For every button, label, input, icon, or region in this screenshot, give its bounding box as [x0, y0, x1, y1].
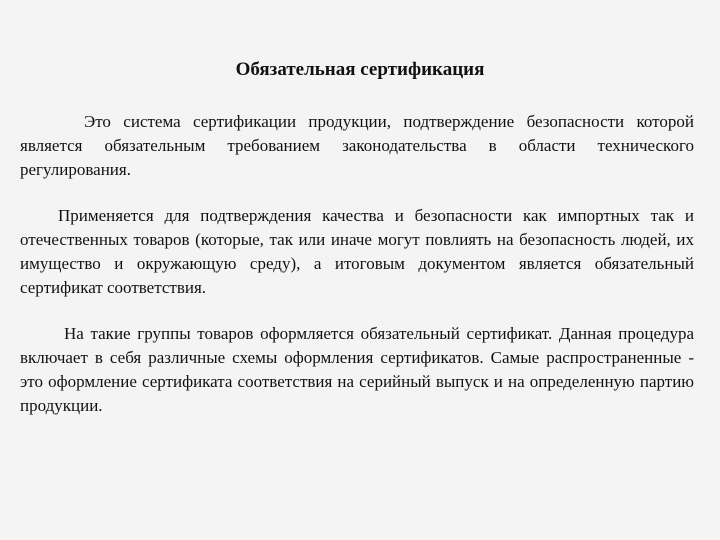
- paragraph-application: Применяется для подтверждения качества и безопасности как импортных так и отечественных товаров (которые, так или иначе могут повлиять на безопасность людей, их имущество и окружающую среду), а итоговым документом является обязательный сертификат соответствия.: [20, 206, 694, 297]
- document-title: Обязательная сертификация: [235, 59, 485, 80]
- paragraph-definition: Это система сертификации продукции, подтверждение безопасности которой является обязательным требованием законодательства в области технического регулирования.: [20, 112, 694, 179]
- paragraph-procedure: На такие группы товаров оформляется обязательный сертификат. Данная процедура включает в себя различные схемы оформления сертификатов. Самые распространенные - это оформление сертификата соответствия на серийный выпуск и на определенную партию продукции.: [20, 324, 694, 415]
